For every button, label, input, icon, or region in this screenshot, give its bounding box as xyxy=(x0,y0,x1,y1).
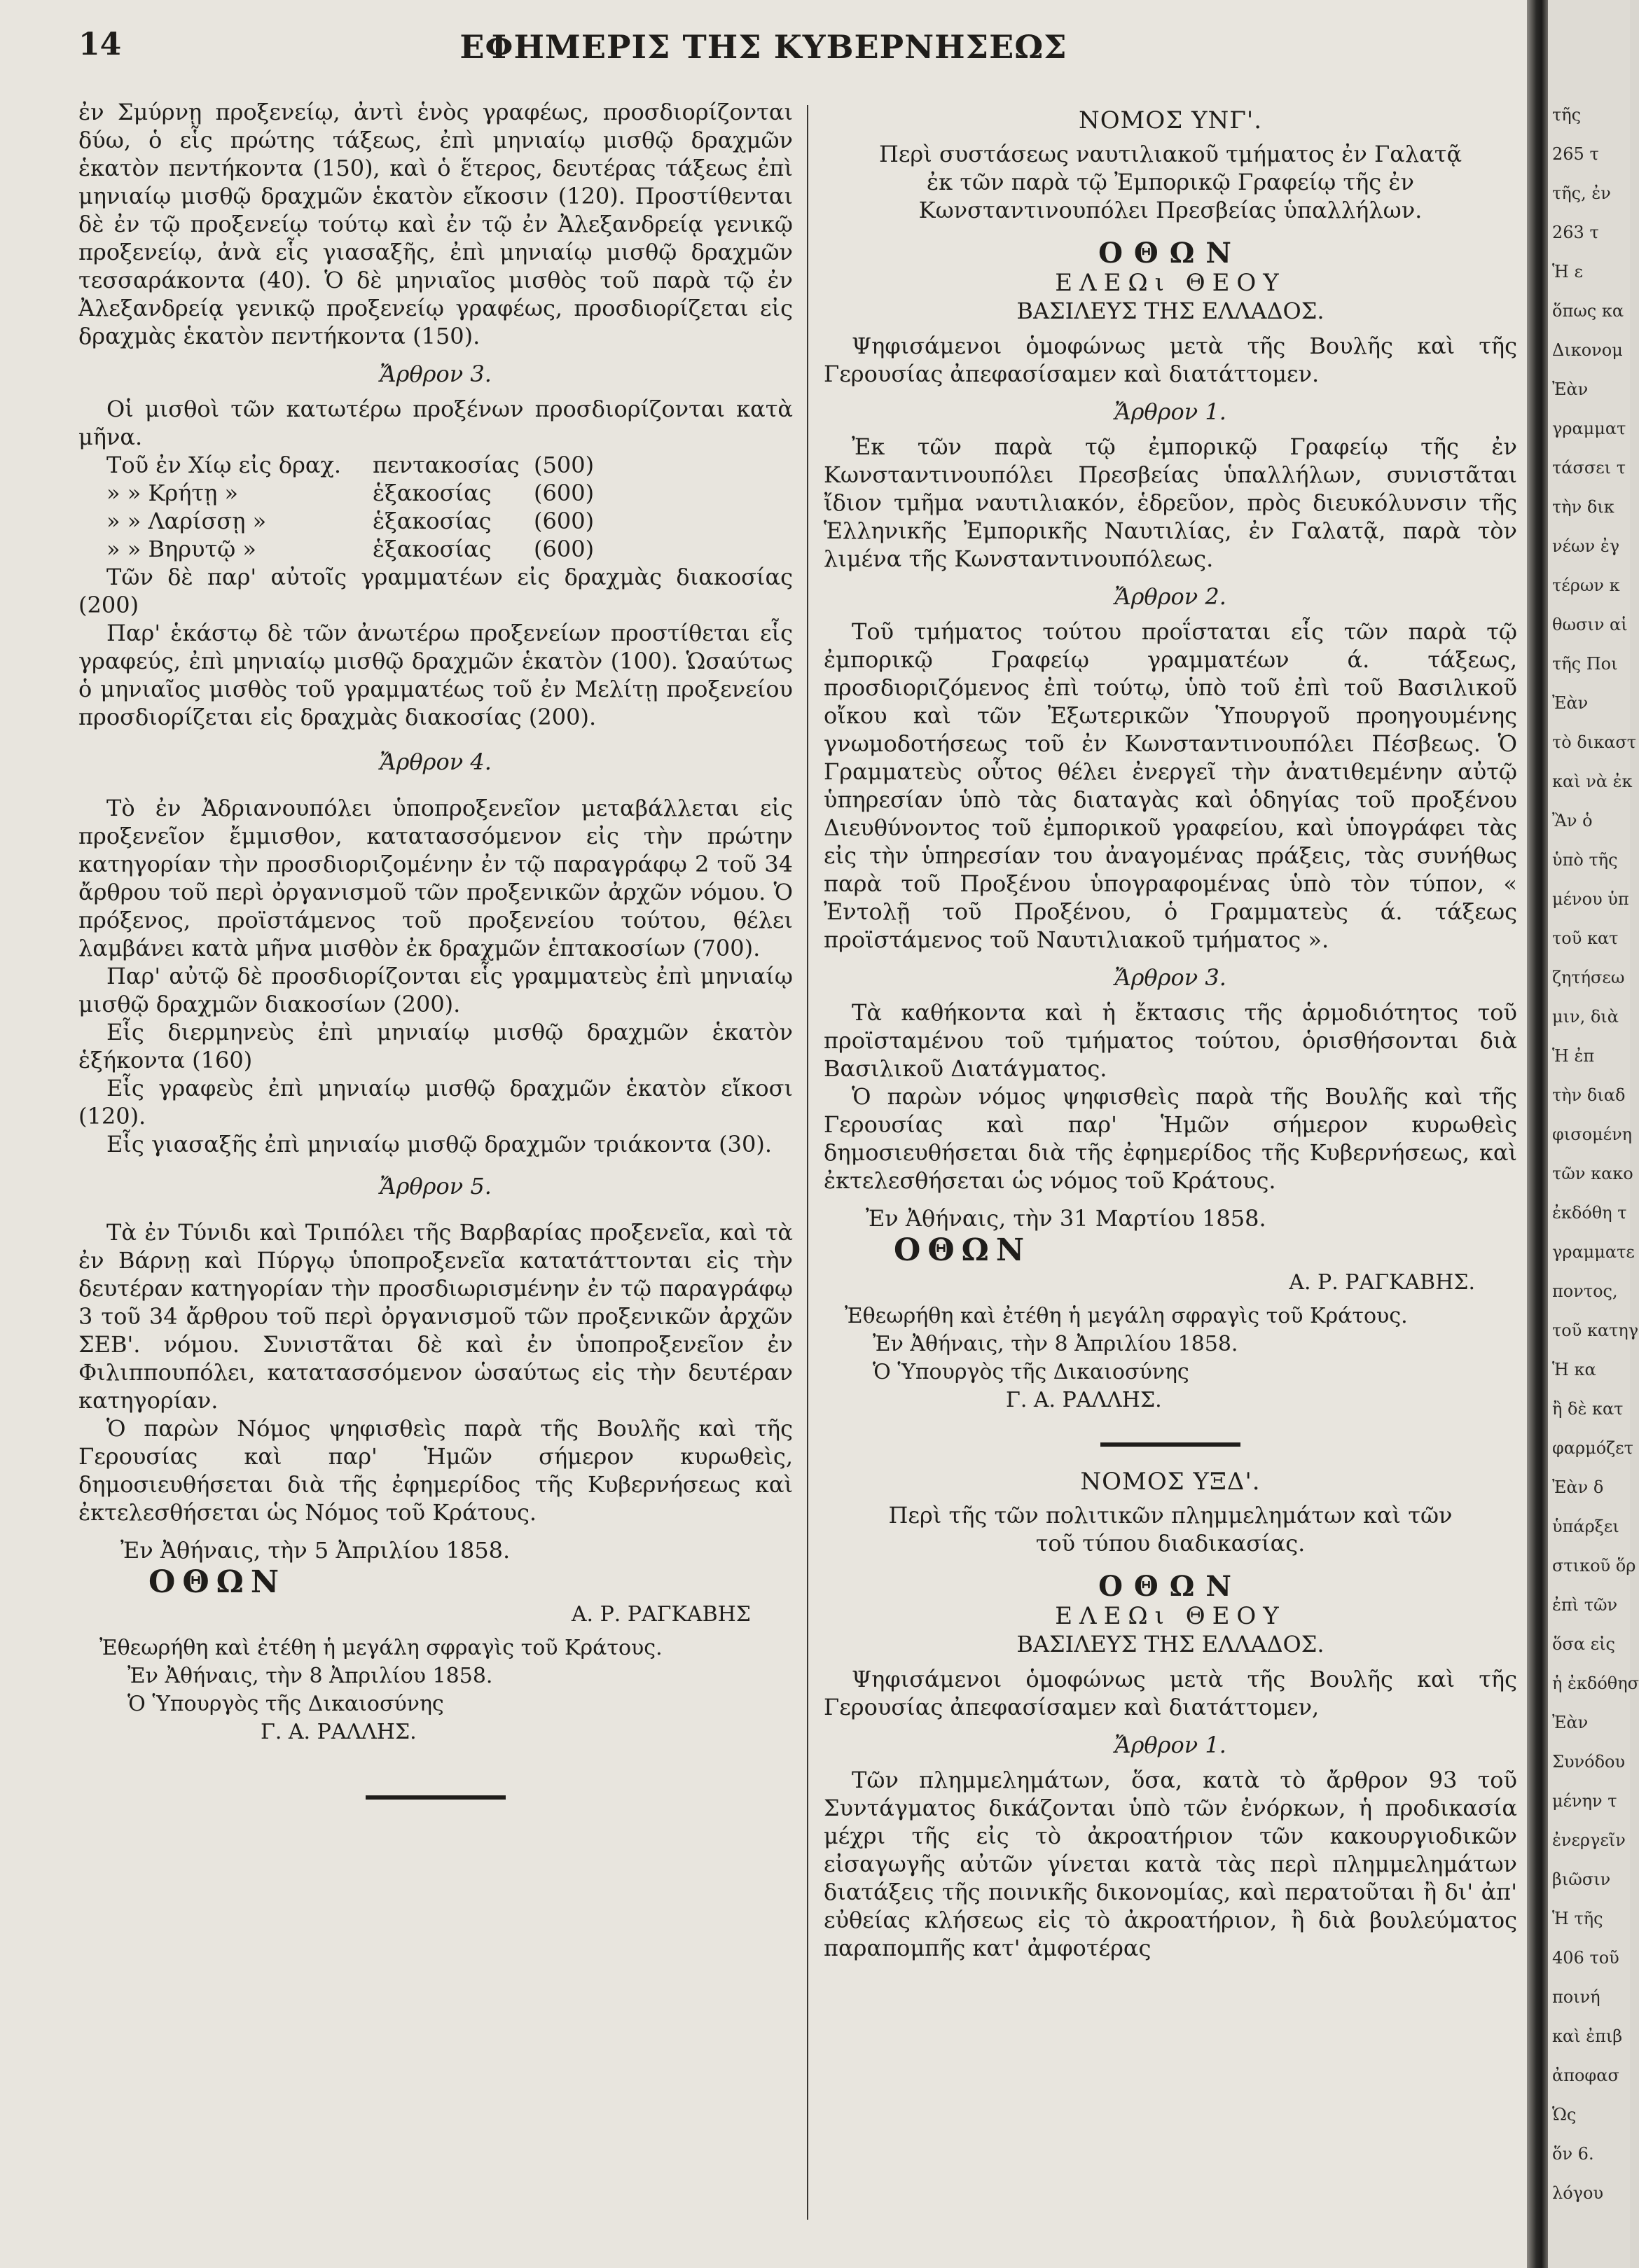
king-heading: ΟΘΩΝ xyxy=(1098,1570,1243,1603)
adjacent-page-fragment: τῆς xyxy=(1552,105,1582,125)
grace-heading: ΕΛΕΩι ΘΕΟΥ xyxy=(1055,1602,1286,1630)
adjacent-page-fragment: φαρμόζετ xyxy=(1552,1438,1633,1458)
adjacent-page-fragment: Ἡ ε xyxy=(1552,262,1583,281)
justice-minister-title: Ὁ Ὑπουργὸς τῆς Δικαιοσύνης xyxy=(127,1692,444,1716)
adjacent-page-fragment: τῶν κακο xyxy=(1552,1164,1633,1183)
left-column xyxy=(78,98,793,1821)
seal-note: Ἐθεωρήθη καὶ ἐτέθη ἡ μεγάλη σφραγὶς τοῦ Κράτους. xyxy=(99,1636,663,1660)
adjacent-page-fragment: καὶ νὰ ἐκ xyxy=(1552,772,1633,791)
adjacent-page-fragment: τὸ δικαστ xyxy=(1552,732,1637,752)
justice-minister-name: Γ. Α. ΡΑΛΛΗΣ. xyxy=(261,1720,417,1744)
article-heading: Ἄρθρον 3. xyxy=(380,361,492,387)
adjacent-page-fragment: τέρων κ xyxy=(1552,576,1620,595)
adjacent-page-fragment: Δικονομ xyxy=(1552,340,1623,360)
paragraph: Ψηφισάμενοι ὁμοφώνως μετὰ τῆς Βουλῆς καὶ τῆς Γερουσίας ἀπεφασίσαμεν καὶ διατάττομεν, xyxy=(824,1666,1517,1720)
page-gutter xyxy=(1527,0,1548,2268)
article-heading: Ἄρθρον 4. xyxy=(380,749,492,775)
page-number: 14 xyxy=(78,27,122,62)
adjacent-page-fragment: στικοῦ ὅρ xyxy=(1552,1556,1636,1575)
king-heading: ΟΘΩΝ xyxy=(1098,237,1243,270)
adjacent-page-fragment: ἢ δὲ κατ xyxy=(1552,1399,1624,1419)
article-heading: Ἄρθρον 1. xyxy=(1114,1732,1226,1758)
article-heading: Ἄρθρον 1. xyxy=(1114,398,1226,425)
adjacent-page-edge xyxy=(1548,0,1639,2268)
adjacent-page-fragment: νέων ἐγ xyxy=(1552,536,1620,556)
right-column xyxy=(824,98,1517,1962)
law-title: ΝΟΜΟΣ ΥΞΔ'. xyxy=(1080,1468,1261,1496)
adjacent-page-fragment: θωσιν αἱ xyxy=(1552,615,1628,634)
adjacent-page-fragment: Ἐὰν xyxy=(1552,693,1589,713)
seal-date: Ἐν Ἀθήναις, τὴν 8 Ἀπριλίου 1858. xyxy=(873,1332,1238,1356)
adjacent-page-fragment: ὅν 6. xyxy=(1552,2144,1594,2164)
adjacent-page-fragment: τῆς, ἐν xyxy=(1552,183,1611,203)
adjacent-page-fragment: τῆς Ποι xyxy=(1552,654,1618,674)
adjacent-page-fragment: βιῶσιν xyxy=(1552,1870,1611,1889)
adjacent-page-fragment: Ἂν ὁ xyxy=(1552,811,1593,830)
paragraph: Εἷς διερμηνεὺς ἐπὶ μηνιαίῳ μισθῷ δραχμῶν ἑκατὸν ἑξήκοντα (160) xyxy=(78,1019,793,1073)
adjacent-page-fragment: ποινή xyxy=(1552,1987,1600,2007)
running-head: ΕΦΗΜΕΡΙΣ ΤΗΣ ΚΥΒΕΡΝΗΣΕΩΣ xyxy=(459,28,1067,66)
law-title: ΝΟΜΟΣ ΥΝΓ'. xyxy=(1078,106,1263,134)
adjacent-page-fragment: Ἐὰν xyxy=(1552,1713,1589,1732)
adjacent-page-fragment: τοῦ κατηγ xyxy=(1552,1321,1639,1340)
adjacent-page-fragment: Ἡ κα xyxy=(1552,1360,1596,1379)
justice-minister-name: Γ. Α. ΡΑΛΛΗΣ. xyxy=(1006,1388,1162,1412)
salary-row: » » Βηρυτῷ » ἑξακοσίας (600) xyxy=(106,536,595,562)
article-heading: Ἄρθρον 5. xyxy=(380,1173,492,1199)
adjacent-page-fragment: Ἐὰν xyxy=(1552,380,1589,399)
column-divider xyxy=(807,105,808,2220)
adjacent-page-fragment: τοῦ κατ xyxy=(1552,928,1619,948)
paragraph: Οἱ μισθοὶ τῶν κατωτέρω προξένων προσδιορίζονται κατὰ μῆνα. xyxy=(78,396,793,450)
adjacent-page-fragment: ἀποφασ xyxy=(1552,2066,1619,2085)
adjacent-page-fragment: τὴν διαδ xyxy=(1552,1085,1626,1105)
adjacent-page-fragment: ζητήσεω xyxy=(1552,968,1625,987)
adjacent-page-fragment: μιν, διὰ xyxy=(1552,1007,1619,1027)
adjacent-page-fragment: ὅπως κα xyxy=(1552,301,1624,321)
date-line: Ἐν Ἀθήναις, τὴν 5 Ἀπριλίου 1858. xyxy=(120,1537,511,1564)
law-subtitle: Περὶ συστάσεως ναυτιλιακοῦ τμήματος ἐν Γαλατᾷ ἐκ τῶν παρὰ τῷ Ἐμπορικῷ Γραφείῳ τῆς ἐν Κωνσταντινουπόλει Πρεσβείας ὑπαλλήλων. xyxy=(878,141,1462,223)
justice-minister-title: Ὁ Ὑπουργὸς τῆς Δικαιοσύνης xyxy=(873,1360,1189,1384)
paragraph: Τὰ ἐν Τύνιδι καὶ Τριπόλει τῆς Βαρβαρίας προξενεῖα, καὶ τὰ ἐν Βάρνῃ καὶ Πύργῳ ὑποπροξενεῖα κατατάττονται εἰς τὴν δευτέραν κατηγορίαν τὴν προσδιωρισμένην ἐν τῷ παραγράφῳ 3 τοῦ 34 ἄρθρου τοῦ περὶ ὀργανισμοῦ τῶν προξενικῶν ἀρχῶν ΣΕΒ'. νόμου. Συνιστᾶται δὲ καὶ ἐν ὑποπροξενεῖον ἐν Φιλιππουπόλει, κατατασσόμενον ὡσαύτως εἰς τὴν δευτέραν κατηγορίαν. xyxy=(78,1219,793,1414)
paragraph: Τοῦ τμήματος τούτου προΐσταται εἷς τῶν παρὰ τῷ ἐμπορικῷ Γραφείῳ γραμματέων ά. τάξεως, προσδιοριζόμενος ἐπὶ τούτῳ, ὑπὸ τοῦ ἐπὶ τοῦ Βασιλικοῦ οἴκου καὶ τῶν Ἐξωτερικῶν Ὑπουργοῦ προηγουμένης γνωμοδοτήσεως τοῦ ἐν Κωνσταντινουπόλει Πέσβεως. Ὁ Γραμματεὺς οὗτος θέλει ἐνεργεῖ τὴν ἀνατιθεμένην αὐτῷ ὑπηρεσίαν ὑπὸ τὰς διαταγὰς καὶ ὁδηγίας τοῦ προξένου Διευθύνοντος τοῦ ἐμπορικοῦ γραφείου, καὶ ὑπογράφει τὰς εἰς τὴν ὑπηρεσίαν του ἀναγομένας πράξεις, τὰς συνήθως παρὰ τοῦ Προξένου ὑπογραφομένας ὑπὸ τὸν τύπον, « Ἐντολῇ τοῦ Προξένου, ὁ Γραμματεὺς ά. τάξεως προϊστάμενος τοῦ Ναυτιλιακοῦ τμήματος ». xyxy=(824,618,1517,953)
paragraph: Τὸ ἐν Ἀδριανουπόλει ὑποπροξενεῖον μεταβάλλεται εἰς προξενεῖον ἔμμισθον, κατατασσόμενον εἰς τὴν πρώτην κατηγορίαν τὴν προσδιοριζομένην ἐν τῷ παραγράφῳ 2 τοῦ 34 ἄρθρου τοῦ περὶ ὀργανισμοῦ τῶν προξενικῶν ἀρχῶν νόμου. Ὁ πρόξενος, προϊστάμενος τοῦ προξενείου τούτου, θέλει λαμβάνει κατὰ μῆνα μισθὸν ἐκ δραχμῶν ἑπτακοσίων (700). xyxy=(78,795,793,961)
paragraph: Ὁ παρὼν Νόμος ψηφισθεὶς παρὰ τῆς Βουλῆς καὶ τῆς Γερουσίας καὶ παρ' Ἡμῶν σήμερον κυρωθεὶς, δημοσιευθήσεται διὰ τῆς ἐφημερίδος τῆς Κυβερνήσεως καὶ ἐκτελεσθήσεται ὡς Νόμος τοῦ Κράτους. xyxy=(78,1415,793,1526)
paragraph: ἐν Σμύρνῃ προξενείῳ, ἀντὶ ἑνὸς γραφέως, προσδιορίζονται δύω, ὁ εἷς πρώτης τάξεως, ἐπὶ μηνιαίῳ μισθῷ δραχμῶν ἑκατὸν πεντήκοντα (150), καὶ ὁ ἕτερος, δευτέρας τάξεως ἐπὶ μηνιαίῳ μισθῷ δραχμῶν ἑκατὸν εἴκοσιν (120). Προστίθενται δὲ ἐν τῷ προξενείῳ τούτῳ καὶ ἐν τῷ ἐν Ἀλεξανδρείᾳ γενικῷ προξενείῳ, ἀνὰ εἷς γιασαξῆς, ἐπὶ μηνιαίῳ μισθῷ δραχμῶν τεσσαράκοντα (40). Ὁ δὲ μηνιαῖος μισθὸς τοῦ παρὰ τῷ ἐν Ἀλεξανδρείᾳ γενικῷ προξενείῳ γραφέως, προσδιορίζεται εἰς δραχμὰς ἑκατὸν πεντήκοντα (150). xyxy=(78,99,793,349)
adjacent-page-fragment: τάσσει τ xyxy=(1552,458,1626,478)
adjacent-page-fragment: Ἐὰν δ xyxy=(1552,1477,1604,1497)
paragraph: Ψηφισάμενοι ὁμοφώνως μετὰ τῆς Βουλῆς καὶ τῆς Γερουσίας ἀπεφασίσαμεν καὶ διατάττομεν. xyxy=(824,333,1517,387)
adjacent-page-fragment: ἐνεργεῖν xyxy=(1552,1830,1626,1850)
salary-table xyxy=(78,451,793,563)
adjacent-page-fragment: λόγου xyxy=(1552,2183,1604,2203)
article-heading: Ἄρθρον 2. xyxy=(1114,583,1226,610)
royal-heading: ΒΑΣΙΛΕΥΣ ΤΗΣ ΕΛΛΑΔΟΣ. xyxy=(1016,1631,1325,1657)
section-rule xyxy=(1100,1442,1240,1447)
adjacent-page-fragment: Ἡ τῆς xyxy=(1552,1909,1603,1928)
minister-signature: Α. Ρ. ΡΑΓΚΑΒΗΣ. xyxy=(1289,1270,1475,1295)
adjacent-page-fragment: ὑπάρξει xyxy=(1552,1517,1619,1536)
paragraph: Τὰ καθήκοντα καὶ ἡ ἔκτασις τῆς ἁρμοδιότητος τοῦ προϊσταμένου τοῦ τμήματος τούτου, ὁρισθήσονται διὰ Βασιλικοῦ Διατάγματος. xyxy=(824,999,1517,1082)
adjacent-page-fragment: ἐκδόθη τ xyxy=(1552,1203,1627,1223)
salary-row: » » Κρήτῃ » ἑξακοσίας (600) xyxy=(106,480,595,506)
seal-note: Ἐθεωρήθη καὶ ἐτέθη ἡ μεγάλη σφραγὶς τοῦ Κράτους. xyxy=(845,1304,1408,1328)
adjacent-page-fragment: μένην τ xyxy=(1552,1791,1617,1811)
adjacent-page-fragment: γραμματε xyxy=(1552,1242,1635,1262)
adjacent-page-fragment: γραμματ xyxy=(1552,419,1626,438)
adjacent-page-fragment: ἐπὶ τῶν xyxy=(1552,1595,1618,1615)
adjacent-page-fragment: 263 τ xyxy=(1552,223,1599,242)
adjacent-page-fragment: ποντος, xyxy=(1552,1281,1618,1301)
adjacent-page-fragment: Ὡς xyxy=(1552,2105,1577,2124)
date-line: Ἐν Ἀθήναις, τὴν 31 Μαρτίου 1858. xyxy=(866,1205,1266,1232)
adjacent-page-fragment: ἡ ἐκδόθησ xyxy=(1552,1674,1639,1693)
adjacent-page-fragment: ὑπὸ τῆς xyxy=(1552,850,1618,870)
adjacent-page-fragment: ὅσα εἰς xyxy=(1552,1634,1615,1654)
paragraph: Ὁ παρὼν νόμος ψηφισθεὶς παρὰ τῆς Βουλῆς καὶ τῆς Γερουσίας καὶ παρ' Ἡμῶν σήμερον κυρωθεὶς δημοσιευθήσεται διὰ τῆς ἐφημερίδος τῆς Κυβερνήσεως, καὶ ἐκτελεσθήσεται ὡς νόμος τοῦ Κράτους. xyxy=(824,1083,1517,1194)
grace-heading: ΕΛΕΩι ΘΕΟΥ xyxy=(1055,269,1286,297)
king-signature: ΟΘΩΝ xyxy=(148,1564,286,1600)
king-signature: ΟΘΩΝ xyxy=(894,1232,1032,1268)
article-heading: Ἄρθρον 3. xyxy=(1114,964,1226,991)
adjacent-page-fragment: μένου ὑπ xyxy=(1552,889,1629,909)
adjacent-page-fragment: 406 τοῦ xyxy=(1552,1948,1619,1968)
section-rule xyxy=(366,1795,506,1800)
adjacent-page-fragment: Συνόδου xyxy=(1552,1752,1626,1772)
adjacent-page-fragment: φισομένη xyxy=(1552,1125,1633,1144)
minister-signature: Α. Ρ. ΡΑΓΚΑΒΗΣ xyxy=(571,1602,751,1627)
adjacent-page-fragment: τὴν δικ xyxy=(1552,497,1614,517)
salary-row: » » Λαρίσσῃ » ἑξακοσίας (600) xyxy=(106,508,595,534)
seal-date: Ἐν Ἀθήναις, τὴν 8 Ἀπριλίου 1858. xyxy=(127,1664,493,1688)
adjacent-page-fragment: καὶ ἐπιβ xyxy=(1552,2026,1623,2046)
paragraph: Εἷς γραφεὺς ἐπὶ μηνιαίῳ μισθῷ δραχμῶν ἑκατὸν εἴκοσι (120). xyxy=(78,1075,793,1129)
paragraph: Ἐκ τῶν παρὰ τῷ ἐμπορικῷ Γραφείῳ τῆς ἐν Κωνσταντινουπόλει Πρεσβείας ὑπαλλήλων, συνιστᾶται ἴδιον τμῆμα ναυτιλιακόν, ἑδρεῦον, πρὸς διευκόλυνσιν τῆς Ἑλληνικῆς Ἐμπορικῆς Ναυτιλίας, ἐν Γαλατᾷ, παρὰ τὸν λιμένα τῆς Κωνσταντινουπόλεως. xyxy=(824,433,1517,572)
paragraph: Τῶν πλημμελημάτων, ὅσα, κατὰ τὸ ἄρθρον 93 τοῦ Συντάγματος δικάζονται ὑπὸ τῶν ἐνόρκων, ἡ προδικασία μέχρι τῆς εἰς τὸ ἀκροατήριον τῶν κακουργιοδικῶν εἰσαγωγῆς αὐτῶν γίνεται κατὰ τὰς περὶ πλημμελημάτων διατάξεις τῆς ποινικῆς δικονομίας, καὶ περατοῦται ἢ δι' ἀπ' εὐθείας κλήσεως εἰς τὸ ἀκροατήριον, ἢ διὰ βουλεύματος παραπομπῆς κατ' ἀμφοτέρας xyxy=(824,1767,1517,1961)
adjacent-page-fragment: 265 τ xyxy=(1552,144,1599,164)
royal-heading: ΒΑΣΙΛΕΥΣ ΤΗΣ ΕΛΛΑΔΟΣ. xyxy=(1016,298,1325,324)
salary-row: Τοῦ ἐν Χίῳ εἰς δραχ. πεντακοσίας (500) xyxy=(106,452,595,478)
paragraph: Τῶν δὲ παρ' αὐτοῖς γραμματέων εἰς δραχμὰς διακοσίας (200) xyxy=(78,564,793,618)
adjacent-page-fragment: Ἡ ἐπ xyxy=(1552,1046,1595,1066)
paragraph: Εἷς γιασαξῆς ἐπὶ μηνιαίῳ μισθῷ δραχμῶν τριάκοντα (30). xyxy=(106,1131,772,1157)
law-subtitle: Περὶ τῆς τῶν πολιτικῶν πλημμελημάτων καὶ τῶν τοῦ τύπου διαδικασίας. xyxy=(888,1502,1453,1557)
paragraph: Παρ' ἑκάστῳ δὲ τῶν ἀνωτέρω προξενείων προστίθεται εἷς γραφεύς, ἐπὶ μηνιαίῳ μισθῷ δραχμῶν ἑκατὸν (100). Ὡσαύτως ὁ μηνιαῖος μισθὸς τοῦ γραμματέως τοῦ ἐν Μελίτῃ προξενείου προσδιορίζεται εἰς δραχμὰς διακοσίας (200). xyxy=(78,620,793,730)
paragraph: Παρ' αὐτῷ δὲ προσδιορίζονται εἷς γραμματεὺς ἐπὶ μηνιαίῳ μισθῷ δραχμῶν διακοσίων (200). xyxy=(78,963,793,1017)
